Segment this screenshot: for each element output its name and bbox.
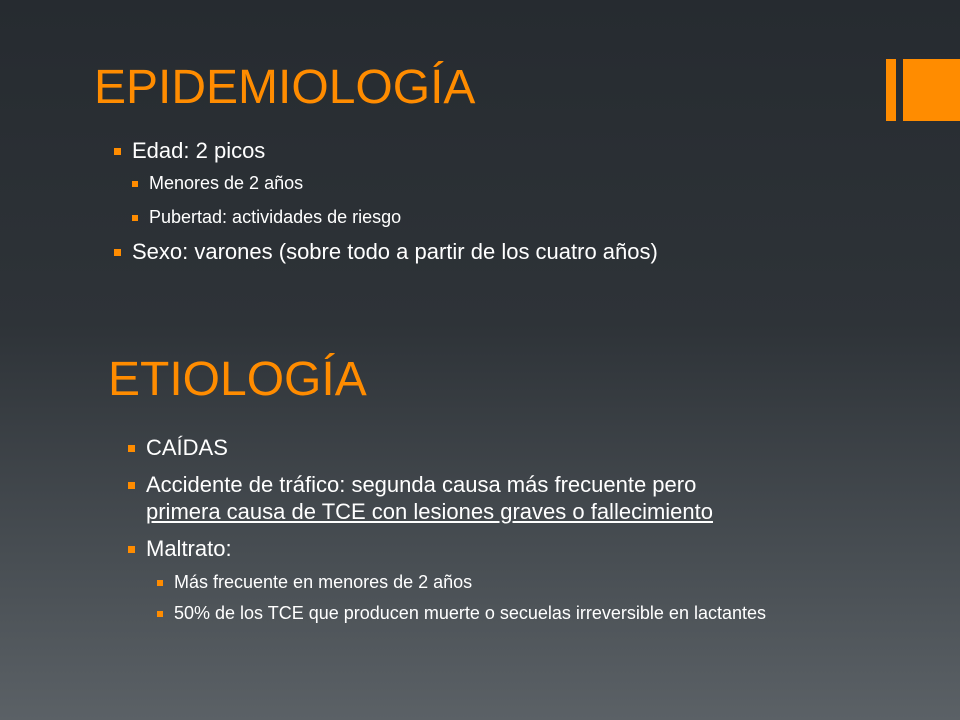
bullet-cincuenta bbox=[174, 602, 838, 625]
accent-bar-thin bbox=[886, 59, 896, 121]
bullet-cincuenta-text: 50% de los TCE que producen muerte o secuelas irreversible en lactantes bbox=[174, 603, 766, 623]
bullet-pubertad bbox=[149, 206, 892, 229]
bullet-mas-frecuente-text: Más frecuente en menores de 2 años bbox=[174, 572, 473, 592]
etiologia-title: ETIOLOGÍA bbox=[108, 353, 367, 406]
accent-bar-thick bbox=[903, 59, 960, 121]
bullet-marker bbox=[157, 611, 163, 617]
bullet-marker bbox=[128, 546, 135, 553]
bullet-sexo-text: Sexo: varones (sobre todo a partir de los cuatro años) bbox=[132, 239, 658, 264]
bullet-marker bbox=[132, 181, 138, 187]
bullet-menores bbox=[149, 172, 892, 195]
bullet-accidente bbox=[146, 471, 846, 525]
bullet-caidas bbox=[146, 434, 846, 461]
bullet-marker bbox=[128, 482, 135, 489]
bullet-sexo bbox=[132, 238, 892, 265]
bullet-menores-text: Menores de 2 años bbox=[149, 173, 304, 193]
bullet-edad bbox=[132, 137, 892, 164]
bullet-pubertad-text: Pubertad: actividades de riesgo bbox=[149, 207, 402, 227]
bullet-edad-text: Edad: 2 picos bbox=[132, 138, 266, 163]
bullet-marker bbox=[128, 445, 135, 452]
bullet-marker bbox=[132, 215, 138, 221]
bullet-mas-frecuente bbox=[174, 571, 846, 594]
bullet-marker bbox=[114, 148, 121, 155]
bullet-maltrato bbox=[146, 535, 846, 562]
bullet-caidas-text: CAÍDAS bbox=[146, 435, 228, 460]
epidemiologia-list bbox=[132, 137, 892, 265]
epidemiologia-title: EPIDEMIOLOGÍA bbox=[94, 61, 476, 114]
bullet-marker bbox=[157, 580, 163, 586]
bullet-accidente-line2: primera causa de TCE con lesiones graves o fallecimiento bbox=[146, 499, 713, 524]
bullet-accidente-line1: Accidente de tráfico: segunda causa más frecuente pero bbox=[146, 472, 697, 497]
bullet-maltrato-text: Maltrato: bbox=[146, 536, 232, 561]
etiologia-list bbox=[146, 434, 846, 625]
bullet-marker bbox=[114, 249, 121, 256]
